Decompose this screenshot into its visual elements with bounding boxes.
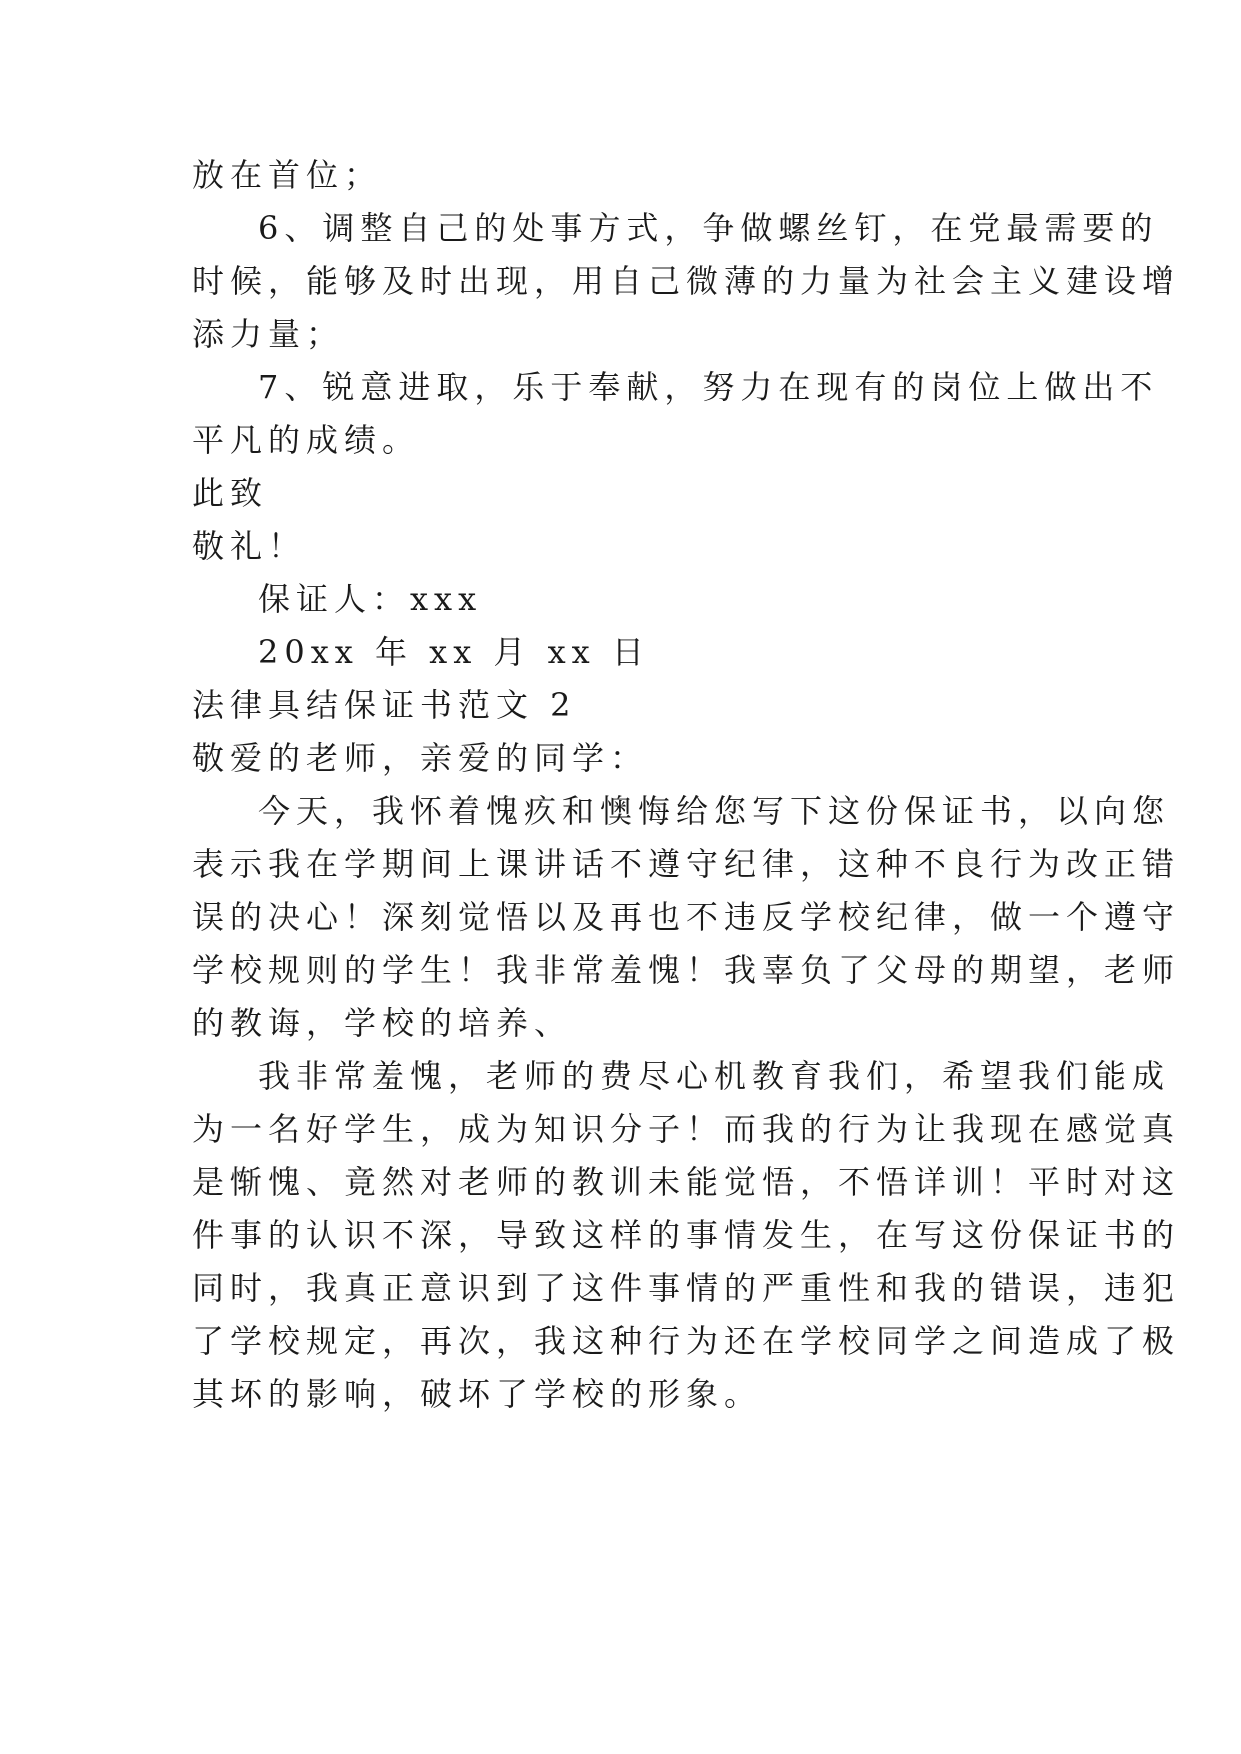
date-line: 20xx 年 xx 月 xx 日 <box>258 633 650 671</box>
text-line: 我非常羞愧，老师的费尽心机教育我们，希望我们能成 <box>258 1057 1171 1095</box>
text-line: 时候，能够及时出现，用自己微薄的力量为社会主义建设增 <box>192 262 1181 300</box>
text-line: 误的决心！深刻觉悟以及再也不违反学校纪律，做一个遵守 <box>192 898 1181 936</box>
text-line: 为一名好学生，成为知识分子！而我的行为让我现在感觉真 <box>192 1110 1181 1148</box>
text-line: 学校规则的学生！我非常羞愧！我辜负了父母的期望，老师 <box>192 951 1181 989</box>
text-line: 放在首位； <box>192 156 383 194</box>
text-line: 7、锐意进取，乐于奉献，努力在现有的岗位上做出不 <box>258 368 1159 406</box>
closing-salutation: 此致 <box>192 474 269 512</box>
closing-regards: 敬礼！ <box>192 527 307 565</box>
text-line: 今天，我怀着愧疚和懊悔给您写下这份保证书，以向您 <box>258 792 1171 830</box>
text-line: 件事的认识不深，导致这样的事情发生，在写这份保证书的 <box>192 1216 1181 1254</box>
guarantor-line: 保证人：xxx <box>258 580 483 618</box>
greeting-line: 敬爱的老师，亲爱的同学： <box>192 739 649 777</box>
text-line: 了学校规定，再次，我这种行为还在学校同学之间造成了极 <box>192 1322 1181 1360</box>
text-line: 平凡的成绩。 <box>192 421 421 459</box>
text-line: 表示我在学期间上课讲话不遵守纪律，这种不良行为改正错 <box>192 845 1181 883</box>
text-line: 添力量； <box>192 315 345 353</box>
text-line: 其坏的影响，破坏了学校的形象。 <box>192 1375 763 1413</box>
text-line: 同时，我真正意识到了这件事情的严重性和我的错误，违犯 <box>192 1269 1181 1307</box>
text-line: 的教诲，学校的培养、 <box>192 1004 573 1042</box>
text-line: 6、调整自己的处事方式，争做螺丝钉，在党最需要的 <box>258 209 1159 247</box>
text-line: 是惭愧、竟然对老师的教训未能觉悟，不悟详训！平时对这 <box>192 1163 1181 1201</box>
section-title: 法律具结保证书范文 2 <box>192 686 577 724</box>
